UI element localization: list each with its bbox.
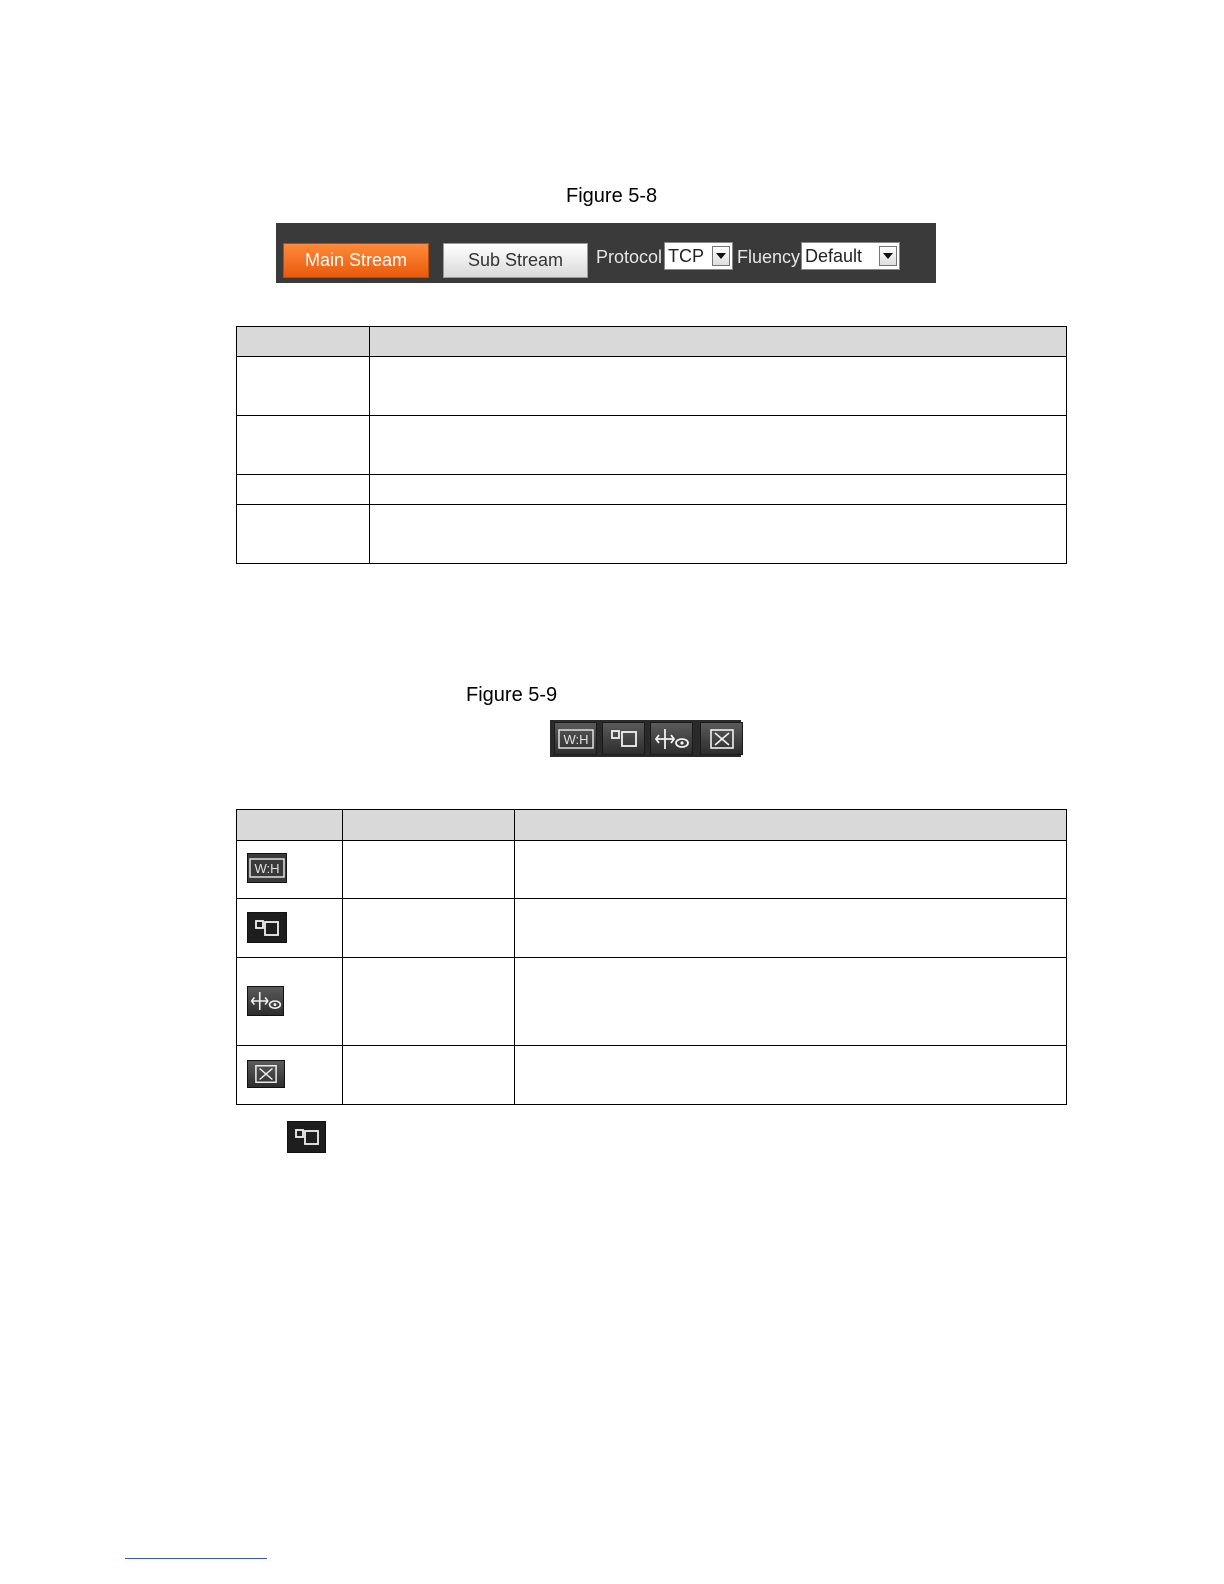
table-cell <box>515 1046 1067 1105</box>
table-row <box>237 357 1067 416</box>
table-row <box>237 1046 1067 1105</box>
table-header-cell <box>515 810 1067 841</box>
table-cell <box>237 475 370 505</box>
table-cell <box>515 899 1067 958</box>
table-cell <box>370 505 1067 564</box>
protocol-select[interactable] <box>664 242 733 270</box>
picture-in-picture-icon <box>247 912 287 943</box>
table-cell <box>370 357 1067 416</box>
view-toolbar <box>550 720 741 757</box>
fluency-label: Fluency <box>737 247 801 267</box>
table-header-row <box>237 810 1067 841</box>
chevron-down-icon[interactable] <box>712 246 730 266</box>
aspect-ratio-icon <box>558 728 594 750</box>
view-icons-table <box>236 809 1067 1105</box>
footnote-separator <box>125 1558 267 1559</box>
fluency-value: Default <box>805 245 863 266</box>
table-row <box>237 475 1067 505</box>
table-cell <box>515 958 1067 1046</box>
table-cell <box>237 416 370 475</box>
table-header-cell <box>370 327 1067 357</box>
table-cell <box>343 841 515 899</box>
protocol-label: Protocol <box>596 247 663 267</box>
table-row <box>237 958 1067 1046</box>
fullscreen-icon <box>707 727 737 751</box>
protocol-value: TCP <box>668 245 704 266</box>
stream-params-table <box>236 326 1067 564</box>
picture-in-picture-icon <box>287 1121 326 1153</box>
table-cell <box>370 475 1067 505</box>
table-header-cell <box>343 810 515 841</box>
main-stream-button[interactable]: Main Stream <box>283 243 429 278</box>
sub-stream-button[interactable]: Sub Stream <box>443 243 588 278</box>
fullscreen-button[interactable] <box>700 722 743 755</box>
table-header-row <box>237 327 1067 357</box>
picture-in-picture-icon <box>608 727 640 751</box>
aspect-ratio-button[interactable] <box>554 722 597 755</box>
table-cell <box>237 505 370 564</box>
table-cell <box>515 841 1067 899</box>
table-row <box>237 841 1067 899</box>
table-cell <box>370 416 1067 475</box>
wh-text: W:H <box>254 861 280 876</box>
fullscreen-icon <box>247 1060 285 1088</box>
table-cell <box>237 357 370 416</box>
stream-toolbar <box>276 223 936 283</box>
table-header-cell <box>237 810 343 841</box>
table-cell <box>343 1046 515 1105</box>
table-row <box>237 416 1067 475</box>
zoom-view-icon <box>247 986 284 1016</box>
table-row <box>237 899 1067 958</box>
chevron-down-icon[interactable] <box>879 246 897 266</box>
fluency-select[interactable] <box>801 242 900 270</box>
zoom-view-button[interactable] <box>650 722 693 755</box>
table-cell <box>343 958 515 1046</box>
table-cell <box>343 899 515 958</box>
table-row <box>237 505 1067 564</box>
figure-5-9-caption: Figure 5-9 <box>466 684 558 706</box>
pip-button[interactable] <box>602 722 645 755</box>
figure-5-8-caption: Figure 5-8 <box>566 185 658 207</box>
zoom-view-icon <box>653 726 691 752</box>
wh-text: W:H <box>562 731 589 747</box>
table-header-cell <box>237 327 370 357</box>
aspect-ratio-icon <box>247 853 287 883</box>
